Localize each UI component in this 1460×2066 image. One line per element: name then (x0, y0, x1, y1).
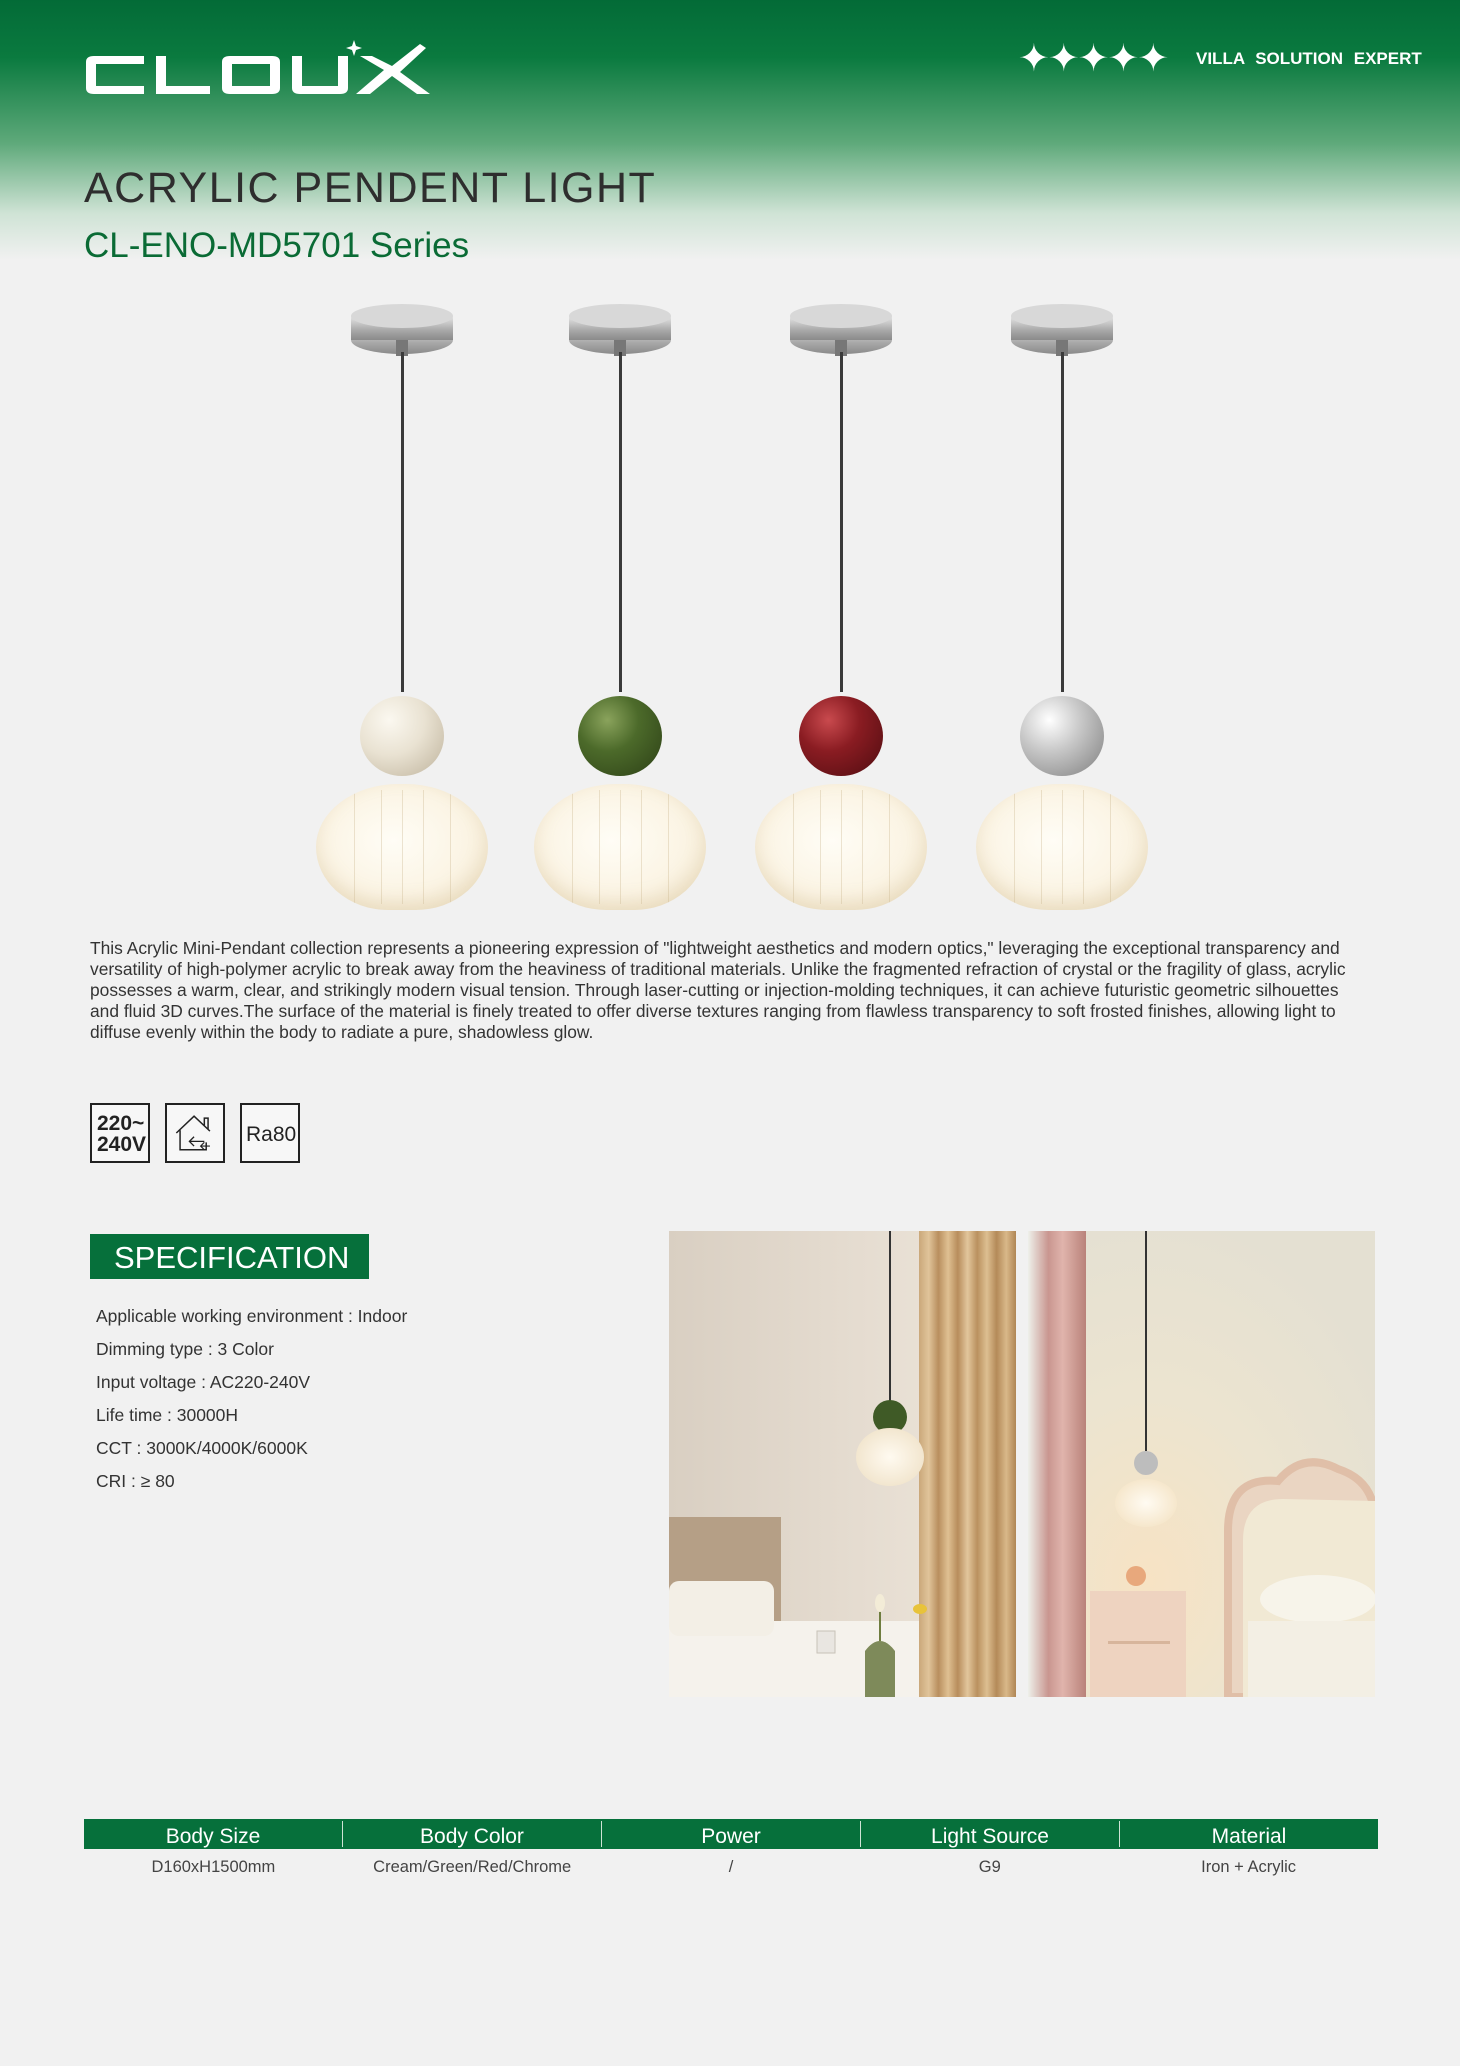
lamp-cord (1061, 352, 1064, 692)
spec-item: Dimming type : 3 Color (96, 1339, 274, 1359)
table-header-cell: Power (602, 1821, 861, 1847)
lamp-green (530, 296, 710, 916)
spec-item: Input voltage : AC220-240V (96, 1372, 311, 1392)
ceiling-canopy-icon (789, 302, 893, 356)
lamp-cord (840, 352, 843, 692)
lamp-cord (401, 352, 404, 692)
cri-badge (240, 1103, 300, 1163)
spec-item: Life time : 30000H (96, 1405, 239, 1425)
lamp-cream (312, 296, 492, 916)
voltage-badge-line1: 220~ (97, 1112, 145, 1135)
specification-list (96, 1300, 407, 1498)
product-lamps-image (300, 296, 1180, 916)
frosted-shade (316, 784, 488, 910)
lamp-cord (619, 352, 622, 692)
rating-stars: ✦✦✦✦✦ (1018, 38, 1168, 80)
indoor-house-icon (167, 1105, 223, 1161)
brand-logo (84, 40, 436, 102)
table-cell: G9 (978, 1858, 1001, 1876)
product-title: ACRYLIC PENDENT LIGHT (84, 164, 657, 212)
bedroom-scene-image (1028, 1231, 1375, 1697)
red-sphere (799, 696, 883, 776)
frosted-shade (976, 784, 1148, 910)
table-cell: D160xH1500mm (151, 1858, 276, 1876)
spec-table-header (84, 1819, 1378, 1849)
product-description: This Acrylic Mini-Pendant collection represents a pioneering expression of "lightweight aesthetics and modern optics," leveraging the exceptional transparency and versatility of high-polymer acrylic to break away from the heaviness of traditional materials. Unlike the fragmented refraction of crystal or the fragility of glass, acrylic possesses a warm, clear, and strikingly modern visual tension. Through laser-cutting or injection-molding techniques, it can achieve futuristic geometric silhouettes and fluid 3D curves.The surface of the material is finely treated to offer diverse textures ranging from flawless transparency to soft frosted finishes, allowing light to diffuse evenly within the body to radiate a pure, shadowless glow. (90, 938, 1346, 1042)
frosted-shade (534, 784, 706, 910)
chrome-sphere (1020, 696, 1104, 776)
table-header-cell: Light Source (861, 1821, 1120, 1847)
frosted-shade (755, 784, 927, 910)
ceiling-canopy-icon (568, 302, 672, 356)
ceiling-canopy-icon (350, 302, 454, 356)
header-band (0, 0, 1460, 260)
indoor-badge (165, 1103, 225, 1163)
product-series: CL-ENO-MD5701 Series (84, 226, 470, 265)
room-photo-green-lamp (669, 1231, 1016, 1697)
ceiling-canopy-icon (1010, 302, 1114, 356)
cri-badge-label: Ra80 (246, 1123, 297, 1146)
table-header-cell: Body Size (84, 1821, 343, 1847)
product-spec-table (84, 1819, 1378, 1885)
specification-heading-label: SPECIFICATION (114, 1240, 350, 1275)
spec-item: CCT : 3000K/4000K/6000K (96, 1438, 308, 1458)
table-cell: / (728, 1858, 734, 1876)
voltage-badge-line2: 240V (97, 1133, 147, 1156)
brand-tagline: VILLA SOLUTION EXPERT (1196, 49, 1422, 68)
table-cell: Iron + Acrylic (1201, 1858, 1297, 1876)
specification-heading (90, 1234, 369, 1279)
table-header-cell: Body Color (343, 1821, 602, 1847)
room-photo-chrome-lamp (1028, 1231, 1375, 1697)
table-header-cell: Material (1211, 1825, 1287, 1848)
spec-item: Applicable working environment : Indoor (96, 1306, 408, 1326)
spec-item: CRI : ≥ 80 (96, 1471, 175, 1491)
lamp-chrome (972, 296, 1152, 916)
green-sphere (578, 696, 662, 776)
cream-sphere (360, 696, 444, 776)
lamp-red (751, 296, 931, 916)
voltage-badge (90, 1103, 150, 1163)
table-row (84, 1849, 1378, 1885)
table-cell: Cream/Green/Red/Chrome (373, 1858, 572, 1876)
bedroom-scene-image (669, 1231, 1016, 1697)
